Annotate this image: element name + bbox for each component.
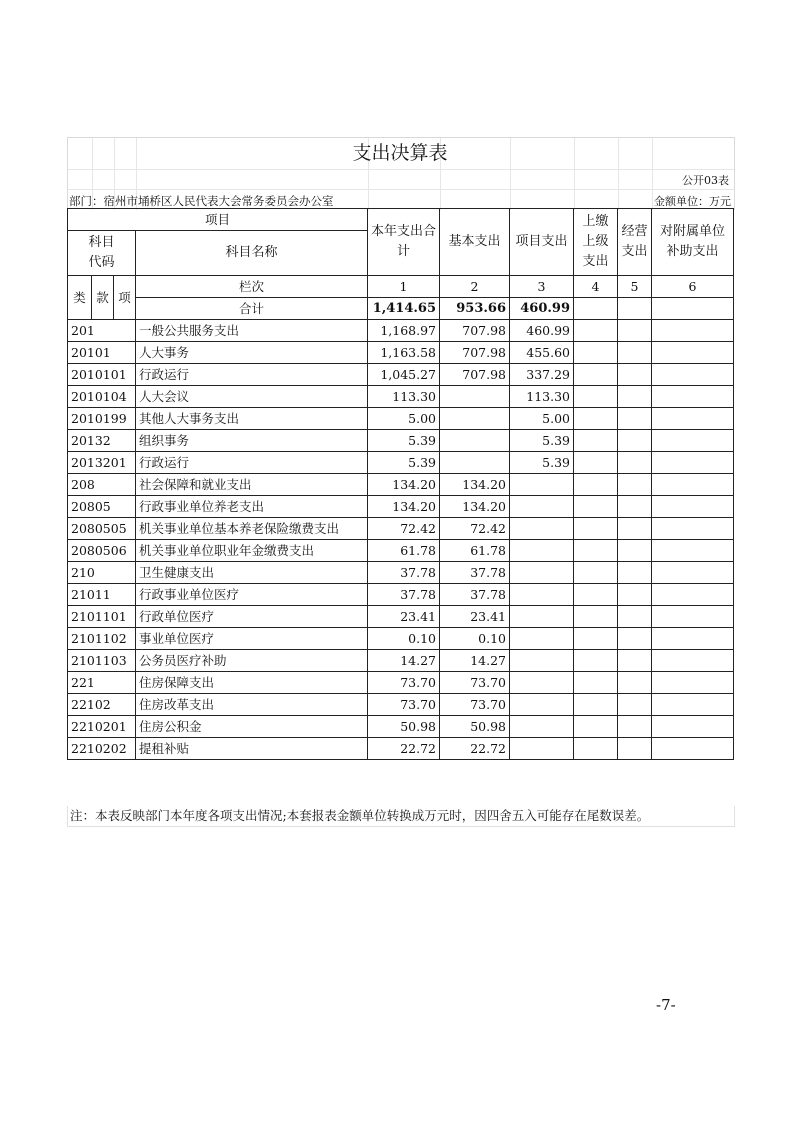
row-affiliated <box>652 606 734 628</box>
table-row <box>68 628 734 650</box>
row-business <box>618 364 652 386</box>
row-name: 机关事业单位基本养老保险缴费支出 <box>136 518 368 540</box>
row-project <box>510 694 574 716</box>
header-affiliated: 对附属单位补助支出 <box>652 209 734 276</box>
table-row <box>68 430 734 452</box>
row-basic: 73.70 <box>440 694 510 716</box>
row-basic: 73.70 <box>440 672 510 694</box>
row-total: 113.30 <box>368 386 440 408</box>
row-basic: 0.10 <box>440 628 510 650</box>
table-row <box>68 562 734 584</box>
row-business <box>618 584 652 606</box>
row-total: 73.70 <box>368 672 440 694</box>
sum-total: 1,414.65 <box>368 298 440 320</box>
row-total: 1,045.27 <box>368 364 440 386</box>
row-total: 23.41 <box>368 606 440 628</box>
row-project <box>510 738 574 760</box>
sum-empty <box>574 298 618 320</box>
row-total: 73.70 <box>368 694 440 716</box>
row-project <box>510 672 574 694</box>
row-upper <box>574 672 618 694</box>
row-project <box>510 650 574 672</box>
col-number: 1 <box>368 276 440 298</box>
row-name: 机关事业单位职业年金缴费支出 <box>136 540 368 562</box>
row-name: 卫生健康支出 <box>136 562 368 584</box>
row-business <box>618 496 652 518</box>
row-name: 公务员医疗补助 <box>136 650 368 672</box>
row-basic: 72.42 <box>440 518 510 540</box>
header-upper: 上缴上级支出 <box>574 209 618 276</box>
row-project: 5.39 <box>510 452 574 474</box>
row-total: 134.20 <box>368 474 440 496</box>
row-affiliated <box>652 562 734 584</box>
gridline <box>68 169 734 170</box>
page-number: -7- <box>656 996 676 1014</box>
row-upper <box>574 716 618 738</box>
table-row <box>68 474 734 496</box>
row-business <box>618 452 652 474</box>
row-total: 72.42 <box>368 518 440 540</box>
row-code: 210 <box>68 562 136 584</box>
row-project <box>510 496 574 518</box>
row-affiliated <box>652 430 734 452</box>
row-affiliated <box>652 694 734 716</box>
row-basic <box>440 386 510 408</box>
row-code: 2210202 <box>68 738 136 760</box>
row-project <box>510 474 574 496</box>
row-basic <box>440 452 510 474</box>
row-business <box>618 694 652 716</box>
row-code: 2210201 <box>68 716 136 738</box>
row-upper <box>574 342 618 364</box>
department-label: 部门：宿州市埇桥区人民代表大会常务委员会办公室 <box>69 194 334 208</box>
row-project <box>510 606 574 628</box>
row-business <box>618 650 652 672</box>
table-row <box>68 672 734 694</box>
row-name: 行政运行 <box>136 364 368 386</box>
row-business <box>618 606 652 628</box>
row-upper <box>574 694 618 716</box>
table-row <box>68 716 734 738</box>
row-basic: 23.41 <box>440 606 510 628</box>
row-code: 20132 <box>68 430 136 452</box>
row-total: 1,168.97 <box>368 320 440 342</box>
row-project: 5.39 <box>510 430 574 452</box>
table-row <box>68 320 734 342</box>
row-code: 2101102 <box>68 628 136 650</box>
row-business <box>618 408 652 430</box>
table-row <box>68 496 734 518</box>
row-basic: 134.20 <box>440 496 510 518</box>
table-row <box>68 606 734 628</box>
row-business <box>618 540 652 562</box>
row-basic: 50.98 <box>440 716 510 738</box>
row-name: 住房公积金 <box>136 716 368 738</box>
header-xiang: 项 <box>114 276 136 320</box>
row-business <box>618 320 652 342</box>
row-upper <box>574 430 618 452</box>
header-row-lanci <box>68 276 734 298</box>
row-total: 61.78 <box>368 540 440 562</box>
row-project <box>510 518 574 540</box>
row-affiliated <box>652 408 734 430</box>
row-name: 行政运行 <box>136 452 368 474</box>
report-title: 支出决算表 <box>352 142 448 164</box>
table-row <box>68 386 734 408</box>
header-subject-code: 科目 代码 <box>68 231 136 276</box>
row-basic: 61.78 <box>440 540 510 562</box>
row-total: 5.39 <box>368 430 440 452</box>
row-affiliated <box>652 672 734 694</box>
table-row <box>68 408 734 430</box>
row-name: 行政事业单位养老支出 <box>136 496 368 518</box>
row-upper <box>574 386 618 408</box>
row-project <box>510 584 574 606</box>
row-name: 人大事务 <box>136 342 368 364</box>
row-project: 455.60 <box>510 342 574 364</box>
row-upper <box>574 584 618 606</box>
row-business <box>618 430 652 452</box>
row-total: 37.78 <box>368 562 440 584</box>
table-row <box>68 452 734 474</box>
row-project <box>510 562 574 584</box>
col-number: 5 <box>618 276 652 298</box>
row-code: 2080505 <box>68 518 136 540</box>
footnote: 注：本表反映部门本年度各项支出情况;本套报表金额单位转换成万元时，因四舍五入可能存在尾数误差。 <box>67 806 735 827</box>
row-upper <box>574 496 618 518</box>
sum-empty <box>652 298 734 320</box>
row-code: 2013201 <box>68 452 136 474</box>
header-item: 项目 <box>68 209 368 231</box>
row-affiliated <box>652 650 734 672</box>
row-basic: 707.98 <box>440 342 510 364</box>
row-total: 5.39 <box>368 452 440 474</box>
row-basic: 22.72 <box>440 738 510 760</box>
row-business <box>618 342 652 364</box>
table-row <box>68 364 734 386</box>
row-code: 2101103 <box>68 650 136 672</box>
row-affiliated <box>652 452 734 474</box>
row-project <box>510 716 574 738</box>
row-basic <box>440 430 510 452</box>
row-name: 行政单位医疗 <box>136 606 368 628</box>
row-basic: 37.78 <box>440 584 510 606</box>
table-row <box>68 650 734 672</box>
row-project <box>510 628 574 650</box>
row-name: 一般公共服务支出 <box>136 320 368 342</box>
row-project: 113.30 <box>510 386 574 408</box>
row-name: 住房改革支出 <box>136 694 368 716</box>
row-code: 20101 <box>68 342 136 364</box>
row-name: 提租补贴 <box>136 738 368 760</box>
row-affiliated <box>652 518 734 540</box>
header-subject-name: 科目名称 <box>136 231 368 276</box>
row-name: 其他人大事务支出 <box>136 408 368 430</box>
row-project: 460.99 <box>510 320 574 342</box>
row-project <box>510 540 574 562</box>
row-code: 2080506 <box>68 540 136 562</box>
row-affiliated <box>652 386 734 408</box>
table-row <box>68 540 734 562</box>
col-number: 3 <box>510 276 574 298</box>
row-basic: 707.98 <box>440 320 510 342</box>
row-business <box>618 738 652 760</box>
row-upper <box>574 562 618 584</box>
row-business <box>618 518 652 540</box>
row-affiliated <box>652 628 734 650</box>
header-business: 经营支出 <box>618 209 652 276</box>
row-business <box>618 672 652 694</box>
row-code: 2101101 <box>68 606 136 628</box>
row-basic: 707.98 <box>440 364 510 386</box>
row-affiliated <box>652 540 734 562</box>
row-basic: 14.27 <box>440 650 510 672</box>
row-affiliated <box>652 716 734 738</box>
header-lei: 类 <box>68 276 92 320</box>
row-business <box>618 562 652 584</box>
row-code: 201 <box>68 320 136 342</box>
header-row-item <box>68 209 734 231</box>
row-total: 14.27 <box>368 650 440 672</box>
row-upper <box>574 408 618 430</box>
row-affiliated <box>652 474 734 496</box>
sum-basic: 953.66 <box>440 298 510 320</box>
header-lanci: 栏次 <box>136 276 368 298</box>
table-code: 公开03表 <box>682 174 729 187</box>
row-basic: 37.78 <box>440 562 510 584</box>
sum-label: 合计 <box>136 298 368 320</box>
row-code: 208 <box>68 474 136 496</box>
row-upper <box>574 606 618 628</box>
row-code: 2010104 <box>68 386 136 408</box>
table-row <box>68 694 734 716</box>
row-upper <box>574 452 618 474</box>
row-total: 22.72 <box>368 738 440 760</box>
sum-row <box>68 298 734 320</box>
table-row <box>68 584 734 606</box>
row-total: 37.78 <box>368 584 440 606</box>
row-business <box>618 628 652 650</box>
row-affiliated <box>652 342 734 364</box>
row-name: 组织事务 <box>136 430 368 452</box>
row-name: 住房保障支出 <box>136 672 368 694</box>
row-code: 2010101 <box>68 364 136 386</box>
header-project: 项目支出 <box>510 209 574 276</box>
row-total: 134.20 <box>368 496 440 518</box>
row-business <box>618 474 652 496</box>
row-business <box>618 386 652 408</box>
row-name: 人大会议 <box>136 386 368 408</box>
row-upper <box>574 738 618 760</box>
row-affiliated <box>652 320 734 342</box>
row-total: 1,163.58 <box>368 342 440 364</box>
header-kuan: 款 <box>92 276 114 320</box>
row-total: 50.98 <box>368 716 440 738</box>
row-upper <box>574 540 618 562</box>
row-upper <box>574 650 618 672</box>
header-basic: 基本支出 <box>440 209 510 276</box>
unit-label: 金额单位：万元 <box>654 195 731 208</box>
col-number: 4 <box>574 276 618 298</box>
row-basic: 134.20 <box>440 474 510 496</box>
row-project: 5.00 <box>510 408 574 430</box>
sum-empty <box>618 298 652 320</box>
gridline <box>68 189 734 190</box>
header-total: 本年支出合计 <box>368 209 440 276</box>
row-upper <box>574 628 618 650</box>
row-project: 337.29 <box>510 364 574 386</box>
col-number: 2 <box>440 276 510 298</box>
row-affiliated <box>652 364 734 386</box>
row-affiliated <box>652 584 734 606</box>
row-name: 行政事业单位医疗 <box>136 584 368 606</box>
expenditure-table <box>67 208 734 760</box>
row-code: 22102 <box>68 694 136 716</box>
row-name: 事业单位医疗 <box>136 628 368 650</box>
table-row <box>68 518 734 540</box>
row-code: 221 <box>68 672 136 694</box>
row-code: 20805 <box>68 496 136 518</box>
row-affiliated <box>652 738 734 760</box>
sum-project: 460.99 <box>510 298 574 320</box>
row-name: 社会保障和就业支出 <box>136 474 368 496</box>
row-affiliated <box>652 496 734 518</box>
row-total: 0.10 <box>368 628 440 650</box>
row-total: 5.00 <box>368 408 440 430</box>
col-number: 6 <box>652 276 734 298</box>
row-business <box>618 716 652 738</box>
row-code: 21011 <box>68 584 136 606</box>
table-row <box>68 738 734 760</box>
row-upper <box>574 364 618 386</box>
row-upper <box>574 518 618 540</box>
row-upper <box>574 474 618 496</box>
row-code: 2010199 <box>68 408 136 430</box>
table-row <box>68 342 734 364</box>
row-upper <box>574 320 618 342</box>
row-basic <box>440 408 510 430</box>
